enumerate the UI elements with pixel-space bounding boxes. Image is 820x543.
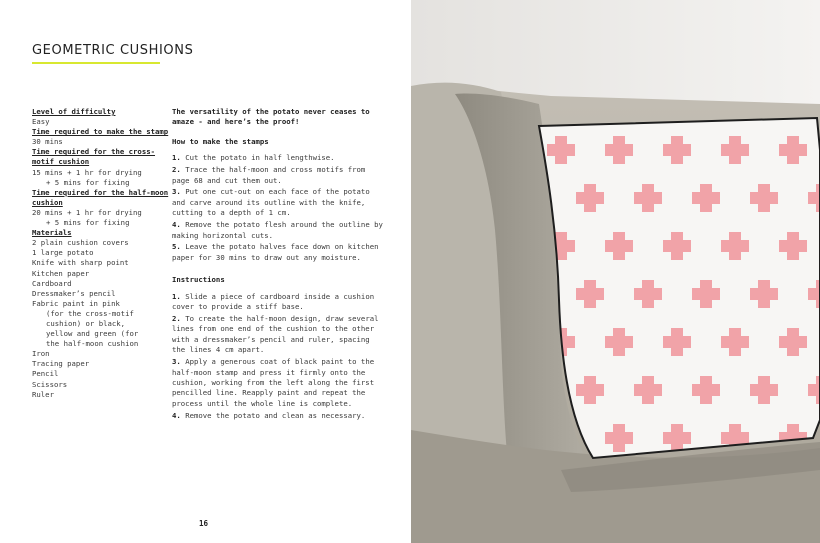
detail-cross-time [32, 147, 170, 187]
step-number: 2. [172, 165, 181, 175]
material-item: cushion) or black, [46, 318, 126, 328]
material-item: Fabric paint in pink [32, 298, 120, 308]
step-text: Slide a piece of cardboard inside a cushion cover to provide a stiff base. [172, 291, 375, 312]
material-item: 2 plain cushion covers [32, 238, 129, 248]
instruction-step [172, 292, 387, 313]
detail-value: + 5 mins for fixing [46, 218, 130, 228]
step-text: Cut the potato in half lengthwise. [185, 153, 335, 163]
right-page-photo [411, 0, 820, 543]
material-item: Ruler [32, 389, 54, 399]
material-item: (for the cross-motif [46, 308, 134, 318]
detail-label: Time required for the half-moon cushion [32, 187, 169, 207]
page-number: 16 [199, 519, 209, 528]
cushion-photo [411, 0, 820, 543]
detail-value: Easy [32, 117, 50, 127]
material-item: Dressmaker’s pencil [32, 288, 116, 298]
intro-text: The versatility of the potato never ceases to amaze - and here’s the proof! [172, 107, 370, 127]
material-item: Pencil [32, 369, 59, 379]
material-item: Tracing paper [32, 359, 90, 369]
step-text: Leave the potato halves face down on kitchen paper for 30 mins to draw out any moisture. [172, 242, 379, 262]
step-number: 1. [172, 291, 181, 301]
step-number: 5. [172, 242, 181, 252]
method-column [172, 107, 387, 423]
step-text: To create the half-moon design, draw several lines from one end of the cushion to the other with a dressmaker’s pencil and ruler, spacing the lines 4 cm apart. [172, 314, 379, 355]
instruction-step [172, 314, 387, 356]
stamps-heading: How to make the stamps [172, 136, 269, 146]
detail-value: 30 mins [32, 137, 63, 147]
detail-label: Level of difficulty [32, 107, 116, 116]
material-item: Scissors [32, 379, 68, 389]
material-item: Iron [32, 349, 50, 359]
step-text: Remove the potato flesh around the outline by making horizontal cuts. [172, 220, 383, 240]
material-item: 1 large potato [32, 248, 94, 258]
detail-halfmoon-time [32, 188, 170, 228]
detail-label: Time required to make the stamp [32, 127, 169, 137]
detail-value: 20 mins + 1 hr for drying [32, 207, 142, 217]
stamp-step [172, 187, 387, 218]
title-underline [32, 62, 160, 64]
step-text: Trace the half-moon and cross motifs from page 68 and cut them out. [172, 165, 366, 185]
instruction-step [172, 411, 387, 421]
step-number: 4. [172, 220, 181, 230]
stamp-step [172, 153, 387, 163]
step-text: Apply a generous coat of black paint to the half-moon stamp and press it firmly onto the cushion, working from the left along the first pencilled line. Reapply paint and repeat the process until the whole line is complete. [172, 357, 375, 408]
step-number: 1. [172, 153, 181, 163]
step-number: 3. [172, 357, 181, 367]
instructions-heading: Instructions [172, 275, 225, 285]
material-item: the half-moon cushion [46, 339, 139, 349]
materials-list [32, 228, 170, 400]
page-title: GEOMETRIC CUSHIONS [32, 43, 194, 58]
stamp-step [172, 242, 387, 263]
material-item: yellow and green (for [46, 329, 139, 339]
step-number: 4. [172, 410, 181, 420]
detail-value: + 5 mins for fixing [46, 177, 130, 187]
instruction-step [172, 357, 387, 409]
detail-label: Time required for the cross-motif cushion [32, 147, 156, 167]
materials-label: Materials [32, 228, 72, 238]
detail-difficulty [32, 107, 170, 127]
detail-value: 15 mins + 1 hr for drying [32, 167, 142, 177]
step-text: Put one cut-out on each face of the potato and carve around its outline with the knife, cutting to a depth of 1 cm. [172, 187, 370, 218]
material-item: Kitchen paper [32, 268, 90, 278]
details-column [32, 107, 170, 400]
step-number: 3. [172, 187, 181, 197]
stamp-step [172, 165, 387, 186]
material-item: Cardboard [32, 278, 72, 288]
detail-stamp-time [32, 127, 170, 147]
step-number: 2. [172, 314, 181, 323]
material-item: Knife with sharp point [32, 258, 129, 268]
step-text: Remove the potato and clean as necessary. [185, 410, 366, 420]
stamp-step [172, 220, 387, 241]
